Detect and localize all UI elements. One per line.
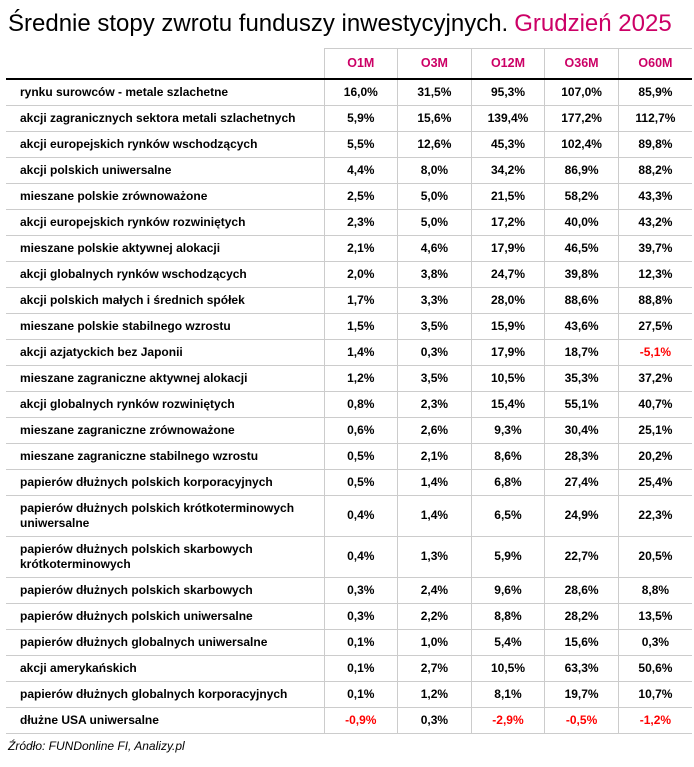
fund-group-label: mieszane polskie zrównoważone xyxy=(20,188,208,203)
table-row xyxy=(6,235,692,261)
table-row xyxy=(6,131,692,157)
return-value-cell: 2,1% xyxy=(398,443,472,469)
return-value-cell: 0,1% xyxy=(324,655,398,681)
return-value-cell: 28,2% xyxy=(545,603,619,629)
return-value-cell: 25,1% xyxy=(618,417,692,443)
return-value-cell: 50,6% xyxy=(618,655,692,681)
return-value-cell: 139,4% xyxy=(471,105,545,131)
return-value-cell: 85,9% xyxy=(618,79,692,106)
return-value-cell: 2,1% xyxy=(324,235,398,261)
return-value-cell: 86,9% xyxy=(545,157,619,183)
table-row xyxy=(6,443,692,469)
return-value-cell: 2,2% xyxy=(398,603,472,629)
table-row xyxy=(6,105,692,131)
return-value-cell: 5,9% xyxy=(324,105,398,131)
return-value-cell: 2,3% xyxy=(398,391,472,417)
return-value-cell: 28,6% xyxy=(545,577,619,603)
fund-group-label: mieszane zagraniczne stabilnego wzrostu xyxy=(20,448,259,463)
fund-group-label: mieszane zagraniczne zrównoważone xyxy=(20,422,235,437)
return-value-cell: 15,6% xyxy=(398,105,472,131)
return-value-cell: 58,2% xyxy=(545,183,619,209)
return-value-cell: 12,6% xyxy=(398,131,472,157)
return-value-cell: 0,5% xyxy=(324,443,398,469)
return-value-cell: 43,6% xyxy=(545,313,619,339)
return-value-cell: 28,0% xyxy=(471,287,545,313)
return-value-cell: 27,5% xyxy=(618,313,692,339)
source-note: Źródło: FUNDonline FI, Analizy.pl xyxy=(8,738,185,753)
return-value-cell: 12,3% xyxy=(618,261,692,287)
fund-group-label: akcji polskich małych i średnich spółek xyxy=(20,292,245,307)
page-title-main: Średnie stopy zwrotu funduszy inwestycyjnych. xyxy=(8,10,509,37)
return-value-cell: 63,3% xyxy=(545,655,619,681)
return-value-cell: 5,5% xyxy=(324,131,398,157)
table-row xyxy=(6,655,692,681)
table-row xyxy=(6,313,692,339)
table-row xyxy=(6,157,692,183)
column-header: O3M xyxy=(398,49,472,79)
table-body xyxy=(6,79,692,734)
fund-group-label: rynku surowców - metale szlachetne xyxy=(20,84,229,99)
return-value-cell: 45,3% xyxy=(471,131,545,157)
return-value-cell: 8,1% xyxy=(471,681,545,707)
return-value-cell: 89,8% xyxy=(618,131,692,157)
table-row xyxy=(6,287,692,313)
return-value-cell: 0,3% xyxy=(324,577,398,603)
page-title-period: Grudzień 2025 xyxy=(514,10,672,37)
return-value-cell: 35,3% xyxy=(545,365,619,391)
return-value-cell: 2,6% xyxy=(398,417,472,443)
table-row xyxy=(6,417,692,443)
return-value-cell: 0,8% xyxy=(324,391,398,417)
page-title xyxy=(6,6,690,48)
column-header: O36M xyxy=(545,49,619,79)
return-value-cell: 1,5% xyxy=(324,313,398,339)
return-value-cell: 0,1% xyxy=(324,629,398,655)
fund-group-label: papierów dłużnych polskich skarbowych xyxy=(20,582,253,597)
return-value-cell: 112,7% xyxy=(618,105,692,131)
return-value-cell: 5,0% xyxy=(398,183,472,209)
return-value-cell: 15,6% xyxy=(545,629,619,655)
fund-group-label: papierów dłużnych polskich krótkoterminowych uniwersalne xyxy=(20,500,295,530)
return-value-cell: 5,0% xyxy=(398,209,472,235)
return-value-cell: 95,3% xyxy=(471,79,545,106)
header-corner-cell xyxy=(6,49,324,79)
fund-group-label: akcji globalnych rynków rozwiniętych xyxy=(20,396,235,411)
return-value-cell: 2,0% xyxy=(324,261,398,287)
return-value-cell: 2,4% xyxy=(398,577,472,603)
return-value-cell: 3,3% xyxy=(398,287,472,313)
return-value-cell: 6,5% xyxy=(471,495,545,536)
column-header: O12M xyxy=(471,49,545,79)
column-header: O1M xyxy=(324,49,398,79)
table-row xyxy=(6,391,692,417)
return-value-cell: 30,4% xyxy=(545,417,619,443)
return-value-cell: 43,3% xyxy=(618,183,692,209)
table-row xyxy=(6,707,692,733)
return-value-cell: 107,0% xyxy=(545,79,619,106)
table-row xyxy=(6,681,692,707)
return-value-cell: 88,8% xyxy=(618,287,692,313)
return-value-cell: 34,2% xyxy=(471,157,545,183)
return-value-cell: -2,9% xyxy=(471,707,545,733)
return-value-cell: 4,4% xyxy=(324,157,398,183)
return-value-cell: 0,5% xyxy=(324,469,398,495)
return-value-cell: 18,7% xyxy=(545,339,619,365)
return-value-cell: 5,4% xyxy=(471,629,545,655)
return-value-cell: 0,1% xyxy=(324,681,398,707)
return-value-cell: -0,9% xyxy=(324,707,398,733)
return-value-cell: 9,3% xyxy=(471,417,545,443)
return-value-cell: 10,5% xyxy=(471,365,545,391)
fund-group-label: akcji amerykańskich xyxy=(20,660,137,675)
return-value-cell: 15,4% xyxy=(471,391,545,417)
fund-group-label: akcji globalnych rynków wschodzących xyxy=(20,266,247,281)
table-row xyxy=(6,577,692,603)
return-value-cell: 0,4% xyxy=(324,495,398,536)
return-value-cell: 9,6% xyxy=(471,577,545,603)
table-row xyxy=(6,339,692,365)
return-value-cell: 24,7% xyxy=(471,261,545,287)
fund-group-label: papierów dłużnych polskich uniwersalne xyxy=(20,608,253,623)
return-value-cell: 40,7% xyxy=(618,391,692,417)
table-row xyxy=(6,629,692,655)
return-value-cell: 88,6% xyxy=(545,287,619,313)
table-row xyxy=(6,536,692,577)
return-value-cell: 177,2% xyxy=(545,105,619,131)
fund-group-label: mieszane polskie stabilnego wzrostu xyxy=(20,318,231,333)
fund-group-label: papierów dłużnych globalnych uniwersalne xyxy=(20,634,268,649)
table-row xyxy=(6,261,692,287)
return-value-cell: 0,3% xyxy=(398,339,472,365)
fund-group-label: mieszane zagraniczne aktywnej alokacji xyxy=(20,370,248,385)
fund-group-label: akcji azjatyckich bez Japonii xyxy=(20,344,183,359)
return-value-cell: 8,8% xyxy=(618,577,692,603)
return-value-cell: 1,4% xyxy=(398,495,472,536)
return-value-cell: 5,9% xyxy=(471,536,545,577)
return-value-cell: 31,5% xyxy=(398,79,472,106)
return-value-cell: -0,5% xyxy=(545,707,619,733)
return-value-cell: -1,2% xyxy=(618,707,692,733)
table-row xyxy=(6,495,692,536)
return-value-cell: 2,7% xyxy=(398,655,472,681)
fund-group-label: akcji europejskich rynków rozwiniętych xyxy=(20,214,246,229)
return-value-cell: 1,7% xyxy=(324,287,398,313)
return-value-cell: 20,2% xyxy=(618,443,692,469)
return-value-cell: 21,5% xyxy=(471,183,545,209)
table-row xyxy=(6,603,692,629)
return-value-cell: 17,9% xyxy=(471,339,545,365)
return-value-cell: 8,0% xyxy=(398,157,472,183)
fund-group-label: papierów dłużnych polskich korporacyjnych xyxy=(20,474,273,489)
fund-group-label: akcji polskich uniwersalne xyxy=(20,162,172,177)
return-value-cell: 6,8% xyxy=(471,469,545,495)
fund-group-label: akcji zagranicznych sektora metali szlachetnych xyxy=(20,110,296,125)
return-value-cell: 0,4% xyxy=(324,536,398,577)
return-value-cell: 0,3% xyxy=(618,629,692,655)
fund-group-label: papierów dłużnych globalnych korporacyjnych xyxy=(20,686,288,701)
return-value-cell: 25,4% xyxy=(618,469,692,495)
fund-group-label: papierów dłużnych polskich skarbowych krótkoterminowych xyxy=(20,541,253,571)
return-value-cell: 46,5% xyxy=(545,235,619,261)
return-value-cell: 40,0% xyxy=(545,209,619,235)
return-value-cell: 22,7% xyxy=(545,536,619,577)
return-value-cell: 1,4% xyxy=(324,339,398,365)
return-value-cell: 1,2% xyxy=(398,681,472,707)
return-value-cell: 8,6% xyxy=(471,443,545,469)
return-value-cell: 39,7% xyxy=(618,235,692,261)
table-row xyxy=(6,469,692,495)
return-value-cell: 37,2% xyxy=(618,365,692,391)
fund-group-label: mieszane polskie aktywnej alokacji xyxy=(20,240,221,255)
return-value-cell: 27,4% xyxy=(545,469,619,495)
return-value-cell: 55,1% xyxy=(545,391,619,417)
table-row xyxy=(6,209,692,235)
return-value-cell: 17,9% xyxy=(471,235,545,261)
return-value-cell: 22,3% xyxy=(618,495,692,536)
return-value-cell: 1,3% xyxy=(398,536,472,577)
return-value-cell: 3,5% xyxy=(398,365,472,391)
return-value-cell: 0,6% xyxy=(324,417,398,443)
return-value-cell: 1,2% xyxy=(324,365,398,391)
return-value-cell: 13,5% xyxy=(618,603,692,629)
table-row xyxy=(6,183,692,209)
header-row xyxy=(6,49,692,79)
return-value-cell: 15,9% xyxy=(471,313,545,339)
return-value-cell: 102,4% xyxy=(545,131,619,157)
return-value-cell: 39,8% xyxy=(545,261,619,287)
fund-group-label: dłużne USA uniwersalne xyxy=(20,712,159,727)
return-value-cell: 28,3% xyxy=(545,443,619,469)
fund-returns-table xyxy=(6,48,692,734)
fund-group-label: akcji europejskich rynków wschodzących xyxy=(20,136,258,151)
return-value-cell: 1,0% xyxy=(398,629,472,655)
return-value-cell: 17,2% xyxy=(471,209,545,235)
return-value-cell: 2,5% xyxy=(324,183,398,209)
return-value-cell: 3,5% xyxy=(398,313,472,339)
return-value-cell: 20,5% xyxy=(618,536,692,577)
return-value-cell: 0,3% xyxy=(398,707,472,733)
table-row xyxy=(6,365,692,391)
return-value-cell: 88,2% xyxy=(618,157,692,183)
return-value-cell: 8,8% xyxy=(471,603,545,629)
return-value-cell: 3,8% xyxy=(398,261,472,287)
return-value-cell: 4,6% xyxy=(398,235,472,261)
table-header xyxy=(6,49,692,79)
return-value-cell: 0,3% xyxy=(324,603,398,629)
return-value-cell: 2,3% xyxy=(324,209,398,235)
return-value-cell: 10,5% xyxy=(471,655,545,681)
return-value-cell: 1,4% xyxy=(398,469,472,495)
table-row xyxy=(6,79,692,106)
return-value-cell: 43,2% xyxy=(618,209,692,235)
return-value-cell: 19,7% xyxy=(545,681,619,707)
column-header: O60M xyxy=(618,49,692,79)
return-value-cell: 24,9% xyxy=(545,495,619,536)
return-value-cell: 16,0% xyxy=(324,79,398,106)
return-value-cell: 10,7% xyxy=(618,681,692,707)
return-value-cell: -5,1% xyxy=(618,339,692,365)
